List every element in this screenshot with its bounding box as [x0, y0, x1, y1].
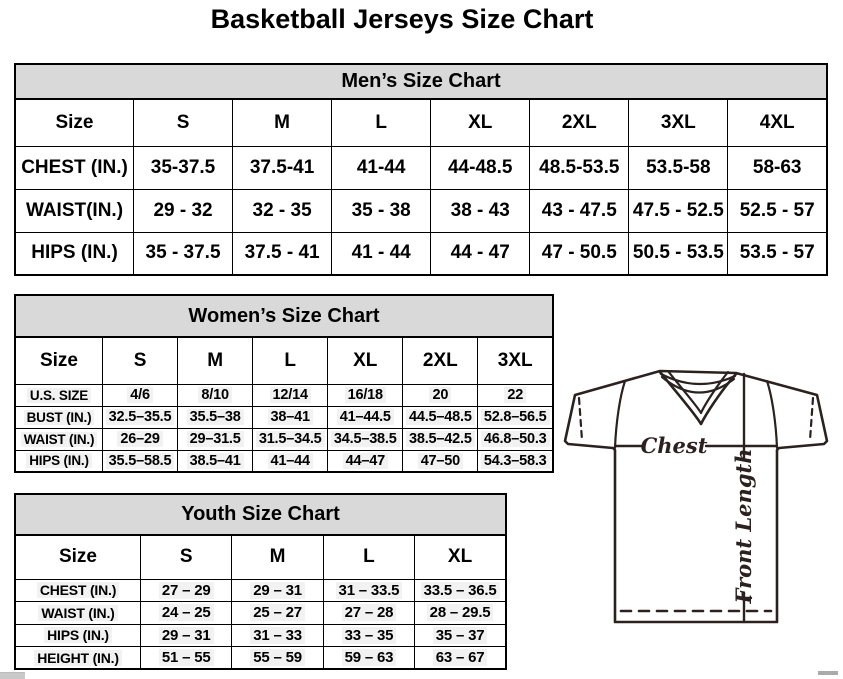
- value-cell: [530, 99, 629, 146]
- cell-value: 26–29: [117, 431, 162, 447]
- womens-size-chart-title: Women’s Size Chart: [14, 294, 554, 338]
- value-cell: [431, 99, 530, 146]
- cell-value: 55 – 59: [250, 649, 305, 666]
- cell-value: XL: [353, 349, 378, 371]
- value-cell: [403, 406, 478, 428]
- value-cell: [141, 602, 232, 625]
- cell-value: 35.5–58.5: [106, 453, 175, 469]
- value-cell: [431, 189, 530, 232]
- youth-size-chart-title: Youth Size Chart: [14, 493, 507, 536]
- cell-value: 35-37.5: [150, 156, 216, 178]
- cell-value: 25 – 27: [250, 604, 305, 621]
- cell-value: 29–31.5: [187, 431, 244, 447]
- cell-value: XL: [447, 546, 473, 568]
- value-cell: [232, 535, 323, 579]
- jersey-measurement-diagram: [555, 360, 843, 650]
- cell-value: 63 – 67: [433, 649, 488, 666]
- cell-value: 41 - 44: [351, 242, 411, 264]
- value-cell: [328, 337, 403, 384]
- value-cell: [141, 647, 232, 670]
- cell-value: L: [284, 349, 296, 371]
- size-header-row: [15, 535, 506, 579]
- value-cell: [328, 384, 403, 406]
- value-cell: [233, 232, 332, 275]
- value-cell: [328, 450, 403, 472]
- cell-value: 44-48.5: [447, 156, 513, 178]
- row-label-cell: [15, 450, 103, 472]
- row-label-cell: [15, 232, 134, 275]
- value-cell: [232, 602, 323, 625]
- measurement-row: [15, 647, 506, 670]
- measurement-row: [15, 384, 553, 406]
- row-label: BUST (IN.): [24, 410, 95, 425]
- womens-size-table: [14, 336, 554, 473]
- value-cell: [323, 579, 414, 602]
- cell-value: 4/6: [127, 387, 153, 403]
- value-cell: [253, 428, 328, 450]
- cell-value: 29 – 31: [250, 582, 305, 599]
- value-cell: [178, 428, 253, 450]
- cell-value: 52.5 - 57: [739, 199, 815, 221]
- value-cell: [403, 428, 478, 450]
- cell-value: 33.5 – 36.5: [421, 582, 500, 599]
- value-cell: [253, 406, 328, 428]
- value-cell: [478, 406, 553, 428]
- row-label-cell: [15, 602, 141, 625]
- value-cell: [323, 535, 414, 579]
- cell-value: 34.5–38.5: [331, 431, 400, 447]
- cell-value: XL: [468, 111, 493, 133]
- cell-value: 27 – 28: [342, 604, 397, 621]
- row-label: CHEST (IN.): [37, 582, 119, 598]
- cell-value: 35.5–38: [187, 409, 244, 425]
- value-cell: [415, 535, 506, 579]
- cell-value: 24 – 25: [159, 604, 214, 621]
- value-cell: [328, 428, 403, 450]
- cell-value: 22: [504, 387, 526, 403]
- cell-value: 2XL: [561, 111, 597, 133]
- cell-value: 38.5–42.5: [406, 431, 475, 447]
- cell-value: 41–44: [268, 453, 313, 469]
- value-cell: [323, 602, 414, 625]
- womens-size-chart-section: [14, 294, 554, 473]
- cell-value: 43 - 47.5: [541, 199, 617, 221]
- row-label: HIPS (IN.): [44, 627, 112, 643]
- row-label-cell: [15, 99, 134, 146]
- cell-value: 31.5–34.5: [256, 431, 325, 447]
- value-cell: [233, 99, 332, 146]
- cell-value: 29 – 31: [159, 627, 214, 644]
- cell-value: 53.5-58: [646, 156, 711, 178]
- cell-value: 51 – 55: [159, 649, 214, 666]
- value-cell: [233, 146, 332, 189]
- cell-value: 44–47: [343, 453, 388, 469]
- cell-value: M: [274, 111, 290, 133]
- value-cell: [178, 406, 253, 428]
- measurement-row: [15, 428, 553, 450]
- value-cell: [629, 99, 728, 146]
- cell-value: 47–50: [418, 453, 463, 469]
- cell-value: 28 – 29.5: [427, 604, 494, 621]
- value-cell: [728, 189, 827, 232]
- measurement-row: [15, 232, 827, 275]
- mens-size-chart-section: [14, 63, 828, 276]
- cell-value: 35 – 37: [433, 627, 488, 644]
- value-cell: [233, 189, 332, 232]
- value-cell: [253, 384, 328, 406]
- value-cell: [629, 146, 728, 189]
- cell-value: 54.3–58.3: [481, 453, 550, 469]
- value-cell: [332, 189, 431, 232]
- cell-value: 8/10: [198, 387, 231, 403]
- value-cell: [403, 337, 478, 384]
- value-cell: [403, 384, 478, 406]
- row-label-cell: [15, 337, 103, 384]
- cell-value: 2XL: [422, 349, 458, 371]
- cell-value: 4XL: [759, 111, 795, 133]
- value-cell: [232, 624, 323, 647]
- row-label-cell: [15, 406, 103, 428]
- value-cell: [629, 189, 728, 232]
- value-cell: [141, 579, 232, 602]
- cell-value: M: [269, 546, 286, 568]
- chest-label: Chest: [640, 433, 708, 458]
- cell-value: 29 - 32: [153, 199, 213, 221]
- value-cell: [403, 450, 478, 472]
- value-cell: [629, 232, 728, 275]
- cell-value: S: [176, 111, 190, 133]
- mens-size-table: [14, 98, 828, 276]
- value-cell: [134, 232, 233, 275]
- cell-value: 3XL: [497, 349, 533, 371]
- cell-value: 35 - 38: [351, 199, 411, 221]
- size-header-row: [15, 99, 827, 146]
- cell-value: 33 – 35: [342, 627, 397, 644]
- measurement-row: [15, 579, 506, 602]
- value-cell: [530, 232, 629, 275]
- value-cell: [478, 428, 553, 450]
- value-cell: [134, 146, 233, 189]
- cell-value: 12/14: [270, 387, 311, 403]
- value-cell: [103, 406, 178, 428]
- cell-value: 31 – 33.5: [336, 582, 403, 599]
- cell-value: S: [179, 546, 193, 568]
- value-cell: [728, 232, 827, 275]
- value-cell: [415, 602, 506, 625]
- row-label: HIPS (IN.): [31, 242, 118, 264]
- cell-value: 47.5 - 52.5: [632, 199, 724, 221]
- value-cell: [103, 337, 178, 384]
- row-label: Size: [58, 546, 98, 568]
- value-cell: [478, 337, 553, 384]
- value-cell: [332, 146, 431, 189]
- cell-value: 50.5 - 53.5: [632, 242, 724, 264]
- cell-value: 37.5 - 41: [244, 242, 320, 264]
- value-cell: [415, 624, 506, 647]
- value-cell: [141, 624, 232, 647]
- row-label-cell: [15, 535, 141, 579]
- value-cell: [431, 232, 530, 275]
- measurement-row: [15, 450, 553, 472]
- cell-value: 20: [429, 387, 451, 403]
- cell-value: 47 - 50.5: [541, 242, 617, 264]
- cell-value: 35 - 37.5: [145, 242, 221, 264]
- value-cell: [178, 450, 253, 472]
- cell-value: 59 – 63: [342, 649, 397, 666]
- cell-value: 41-44: [356, 156, 406, 178]
- row-label-cell: [15, 428, 103, 450]
- value-cell: [232, 579, 323, 602]
- value-cell: [328, 406, 403, 428]
- cell-value: 44.5–48.5: [406, 409, 475, 425]
- jersey-outline: [565, 371, 827, 622]
- measurement-row: [15, 602, 506, 625]
- value-cell: [431, 146, 530, 189]
- row-label: Size: [39, 349, 79, 371]
- measurement-row: [15, 406, 553, 428]
- value-cell: [332, 232, 431, 275]
- row-label: Size: [55, 111, 94, 133]
- size-header-row: [15, 337, 553, 384]
- value-cell: [478, 450, 553, 472]
- value-cell: [232, 647, 323, 670]
- value-cell: [728, 99, 827, 146]
- cell-value: L: [363, 546, 375, 568]
- row-label-cell: [15, 647, 141, 670]
- scrollbar-fragment-left[interactable]: [0, 672, 25, 679]
- row-label: U.S. SIZE: [27, 388, 91, 403]
- cell-value: 38.5–41: [187, 453, 244, 469]
- value-cell: [530, 146, 629, 189]
- row-label-cell: [15, 579, 141, 602]
- cell-value: 16/18: [345, 387, 386, 403]
- value-cell: [134, 189, 233, 232]
- cell-value: 48.5-53.5: [539, 156, 620, 178]
- value-cell: [253, 337, 328, 384]
- measurement-row: [15, 189, 827, 232]
- youth-size-table: [14, 534, 507, 670]
- measurement-row: [15, 146, 827, 189]
- row-label-cell: [15, 146, 134, 189]
- cell-value: S: [133, 349, 147, 371]
- front-length-label: Front Length: [731, 448, 756, 604]
- cell-value: 44 - 47: [450, 242, 510, 264]
- youth-size-chart-section: [14, 493, 507, 670]
- cell-value: 32.5–35.5: [106, 409, 175, 425]
- cell-value: 46.8–50.3: [481, 431, 550, 447]
- cell-value: 3XL: [660, 111, 696, 133]
- cell-value: 52.8–56.5: [481, 409, 550, 425]
- value-cell: [323, 647, 414, 670]
- value-cell: [178, 337, 253, 384]
- row-label: WAIST(IN.): [25, 199, 124, 221]
- measurement-row: [15, 624, 506, 647]
- value-cell: [141, 535, 232, 579]
- row-label: WAIST (IN.): [21, 432, 98, 447]
- cell-value: 32 - 35: [252, 199, 312, 221]
- value-cell: [134, 99, 233, 146]
- row-label: CHEST (IN.): [21, 156, 128, 178]
- value-cell: [103, 384, 178, 406]
- cell-value: M: [207, 349, 224, 371]
- value-cell: [103, 450, 178, 472]
- cell-value: 53.5 - 57: [739, 242, 815, 264]
- row-label-cell: [15, 624, 141, 647]
- row-label-cell: [15, 384, 103, 406]
- value-cell: [103, 428, 178, 450]
- cell-value: 38–41: [268, 409, 313, 425]
- cell-value: 37.5-41: [249, 156, 315, 178]
- value-cell: [253, 450, 328, 472]
- cell-value: 58-63: [752, 156, 802, 178]
- scrollbar-fragment-right[interactable]: [818, 671, 838, 675]
- mens-size-chart-title: Men’s Size Chart: [14, 63, 828, 100]
- row-label-cell: [15, 189, 134, 232]
- cell-value: 31 – 33: [250, 627, 305, 644]
- value-cell: [178, 384, 253, 406]
- cell-value: L: [375, 111, 387, 133]
- value-cell: [332, 99, 431, 146]
- value-cell: [478, 384, 553, 406]
- value-cell: [323, 624, 414, 647]
- value-cell: [415, 647, 506, 670]
- row-label: HEIGHT (IN.): [34, 650, 122, 666]
- cell-value: 27 – 29: [159, 582, 214, 599]
- row-label: WAIST (IN.): [38, 605, 117, 621]
- row-label: HIPS (IN.): [26, 453, 92, 468]
- cell-value: 41–44.5: [337, 409, 394, 425]
- value-cell: [415, 579, 506, 602]
- page-title: Basketball Jerseys Size Chart: [210, 4, 594, 34]
- cell-value: 38 - 43: [450, 199, 510, 221]
- value-cell: [728, 146, 827, 189]
- value-cell: [530, 189, 629, 232]
